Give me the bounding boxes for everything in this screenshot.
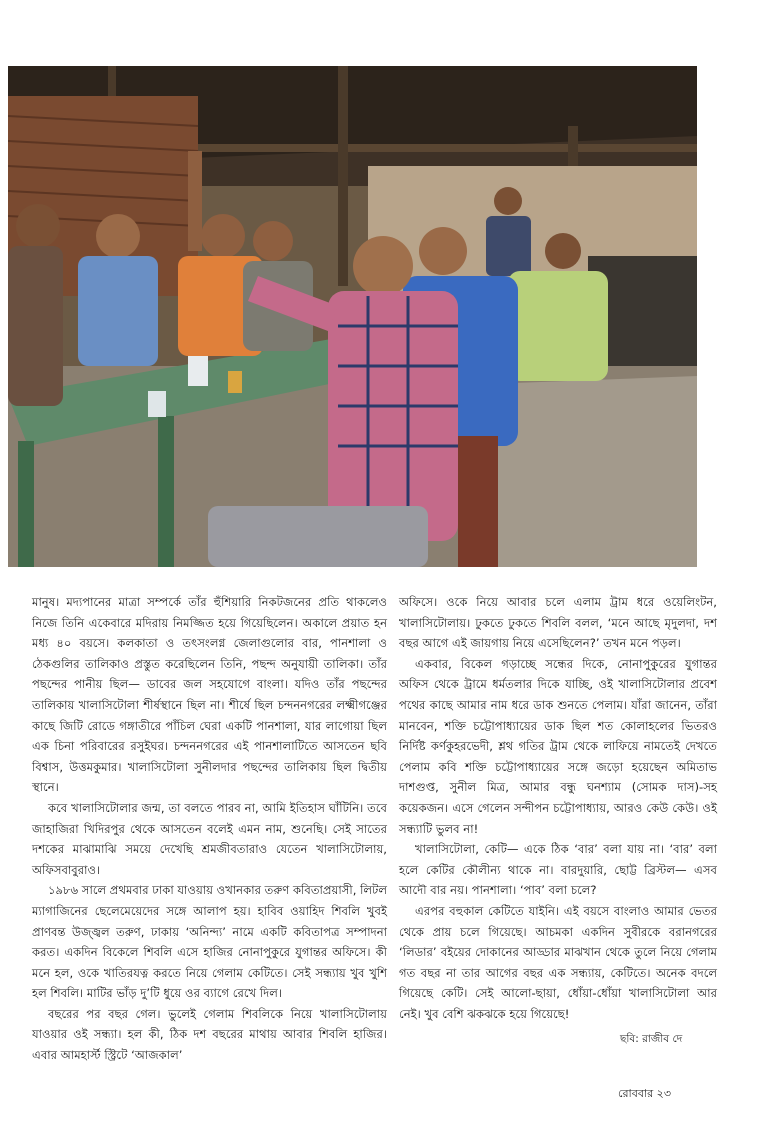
article-column-left xyxy=(32,592,387,1066)
article-paragraph: এরপর বহুকাল কেটিতে যাইনি। এই বয়সে বাংলাও আমার ভেতর থেকে প্রায় চলে গিয়েছে। আচমকা একদিন সুবীরকে বরানগরের ‘লিডার’ বইয়ের দোকানের আড্ডার মাঝখান থেকে তুলে নিয়ে গেলাম গত বছর না তার আগের বছর এক সন্ধ্যায়, কেটিতে। অনেক বদলে গিয়েছে কেটি। সেই আলো-ছায়া, ধোঁয়া-ধোঁয়া খালাসিটোলা আর নেই। খুব বেশি ঝকঝকে হয়ে গিয়েছে! xyxy=(399,903,717,1021)
article-paragraph: বছরের পর বছর গেল। ভুলেই গেলাম শিবলিকে নিয়ে খালাসিটোলায় যাওয়ার ওই সন্ধ্যা। হল কী, ঠিক দশ বছরের মাথায় আবার শিবলি হাজির। এবার আমহার্স্ট স্ট্রিটে ‘আজকাল’ xyxy=(32,1006,387,1063)
photo-icon xyxy=(8,66,697,567)
article-paragraph: কবে খালাসিটোলার জন্ম, তা বলতে পারব না, আমি ইতিহাস ঘাঁটিনি। তবে জাহাজিরা খিদিরপুর থেকে আসতেন বলেই এমন নাম, শুনেছি। সেই সাতের দশকের মাঝামাঝি সময়ে দেখেছি শ্রমজীবতারাও যেতেন খালাসিটোলায়, অফিসবাবুরাও। xyxy=(32,800,387,877)
article-paragraph: মানুষ। মদ্যপানের মাত্রা সম্পর্কে তাঁর হুঁশিয়ারি নিকটজনের প্রতি থাকলেও নিজে তিনি একেবারে মদিরায় নিমজ্জিত হয়ে গিয়েছিলেন। অকালে প্রয়াত হন মধ্য ৪০ বয়সে। কলকাতা ও তৎসংলগ্ন জেলাগুলোর বার, পানশালা ও ঠেকগুলির তালিকাও প্রস্তুত করেছিলেন তিনি, পছন্দ অনুযায়ী তালিকা। তাঁর পছন্দের পানীয় ছিল— ডাবের জল সহযোগে বাংলা। যদিও তাঁর পছন্দের তালিকায় খালাসিটোলা শীর্ষস্থানে ছিল না। শীর্ষে ছিল চন্দননগরের লক্ষ্মীগঞ্জের কাছে জিটি রোডে গঙ্গাতীরে পাঁচিল ঘেরা একটি পানশালা, যার লাগোয়া ছিল এক চিনা পরিবারের রসুইঘর। চন্দননগরের এই পানশালাটিতে আসতেন ছবি বিশ্বাস, উত্তমকুমার। খালাসিটোলা সুনীলদার পছন্দের তালিকায় ছিল দ্বিতীয় স্থানে। xyxy=(32,595,387,795)
article-column-right xyxy=(399,592,717,1024)
article-paragraph: অফিসে। ওকে নিয়ে আবার চলে এলাম ট্রাম ধরে ওয়েলিংটন, খালাসিটোলায়। ঢুকতে ঢুকতে শিবলি বলল, ‘মনে আছে মৃদুলদা, দশ বছর আগে এই জায়গায় নিয়ে এসেছিলেন?’ তখন মনে পড়ল। xyxy=(399,595,717,651)
page-folio: রোববার ২৩ xyxy=(618,1087,671,1100)
article-paragraph: খালাসিটোলা, কেটি— একে ঠিক ‘বার’ বলা যায় না। ‘বার’ বলা হলে কেটির কৌলীন্য থাকে না। বারদুয়ারি, ছোট্ট ব্রিস্টল— এসব আদৌ বার নয়। পানশালা। ‘পাব’ বলা চলে? xyxy=(399,842,717,898)
article-paragraph: একবার, বিকেল গড়াচ্ছে সন্ধের দিকে, নোনাপুকুরের যুগান্তর অফিস থেকে ট্রামে ধর্মতলার দিকে যাচ্ছি, ওই খালাসিটোলার প্রবেশ পথের কাছে আমার নাম ধরে ডাক শুনতে পেলাম। যাঁরা জানেন, তাঁরা মানবেন, শক্তি চট্টোপাধ্যায়ের ডাক ছিল শত কোলাহলের ভিতরও নির্দিষ্ট কর্ণকুহরভেদী, শ্লথ গতির ট্রাম থেকে লাফিয়ে নামতেই দেখতে পেলাম কবি শক্তি চট্টোপাধ্যায়ের সঙ্গে জড়ো হয়েছেন অমিতাভ দাশগুপ্ত, সুনীল মিত্র, আমার বন্ধু ঘনশ্যাম (সোমক দাস)-সহ কয়েকজন। এসে গেলেন সন্দীপন চট্টোপাধ্যায়, আরও কেউ কেউ। ওই সন্ধ্যাটি ভুলব না! xyxy=(399,656,717,836)
article-photo xyxy=(8,66,697,567)
article-paragraph: ১৯৮৬ সালে প্রথমবার ঢাকা যাওয়ায় ওখানকার তরুণ কবিতাপ্রয়াসী, লিটল ম্যাগাজিনের ছেলেমেয়েদের সঙ্গে আলাপ হয়। হাবিব ওয়াহিদ শিবলি খুবই প্রাণবন্ত উজ্জ্বল তরুণ, ঢাকায় ‘অনিন্দ্য’ নামে একটি কবিতাপত্র সম্পাদনা করত। একদিন বিকেলে শিবলি এসে হাজির নোনাপুকুরে যুগান্তর অফিসে। কী মনে হল, ওকে খাতিরযত্ন করতে নিয়ে গেলাম কেটিতে। সেই সন্ধ্যায় খুব খুশি হল শিবলি। মাটির ভাঁড় দু’টি ধুয়ে ওর ব্যাগে রেখে দিল। xyxy=(32,883,387,1001)
photo-credit: ছবি: রাজীব দে xyxy=(620,1033,683,1045)
